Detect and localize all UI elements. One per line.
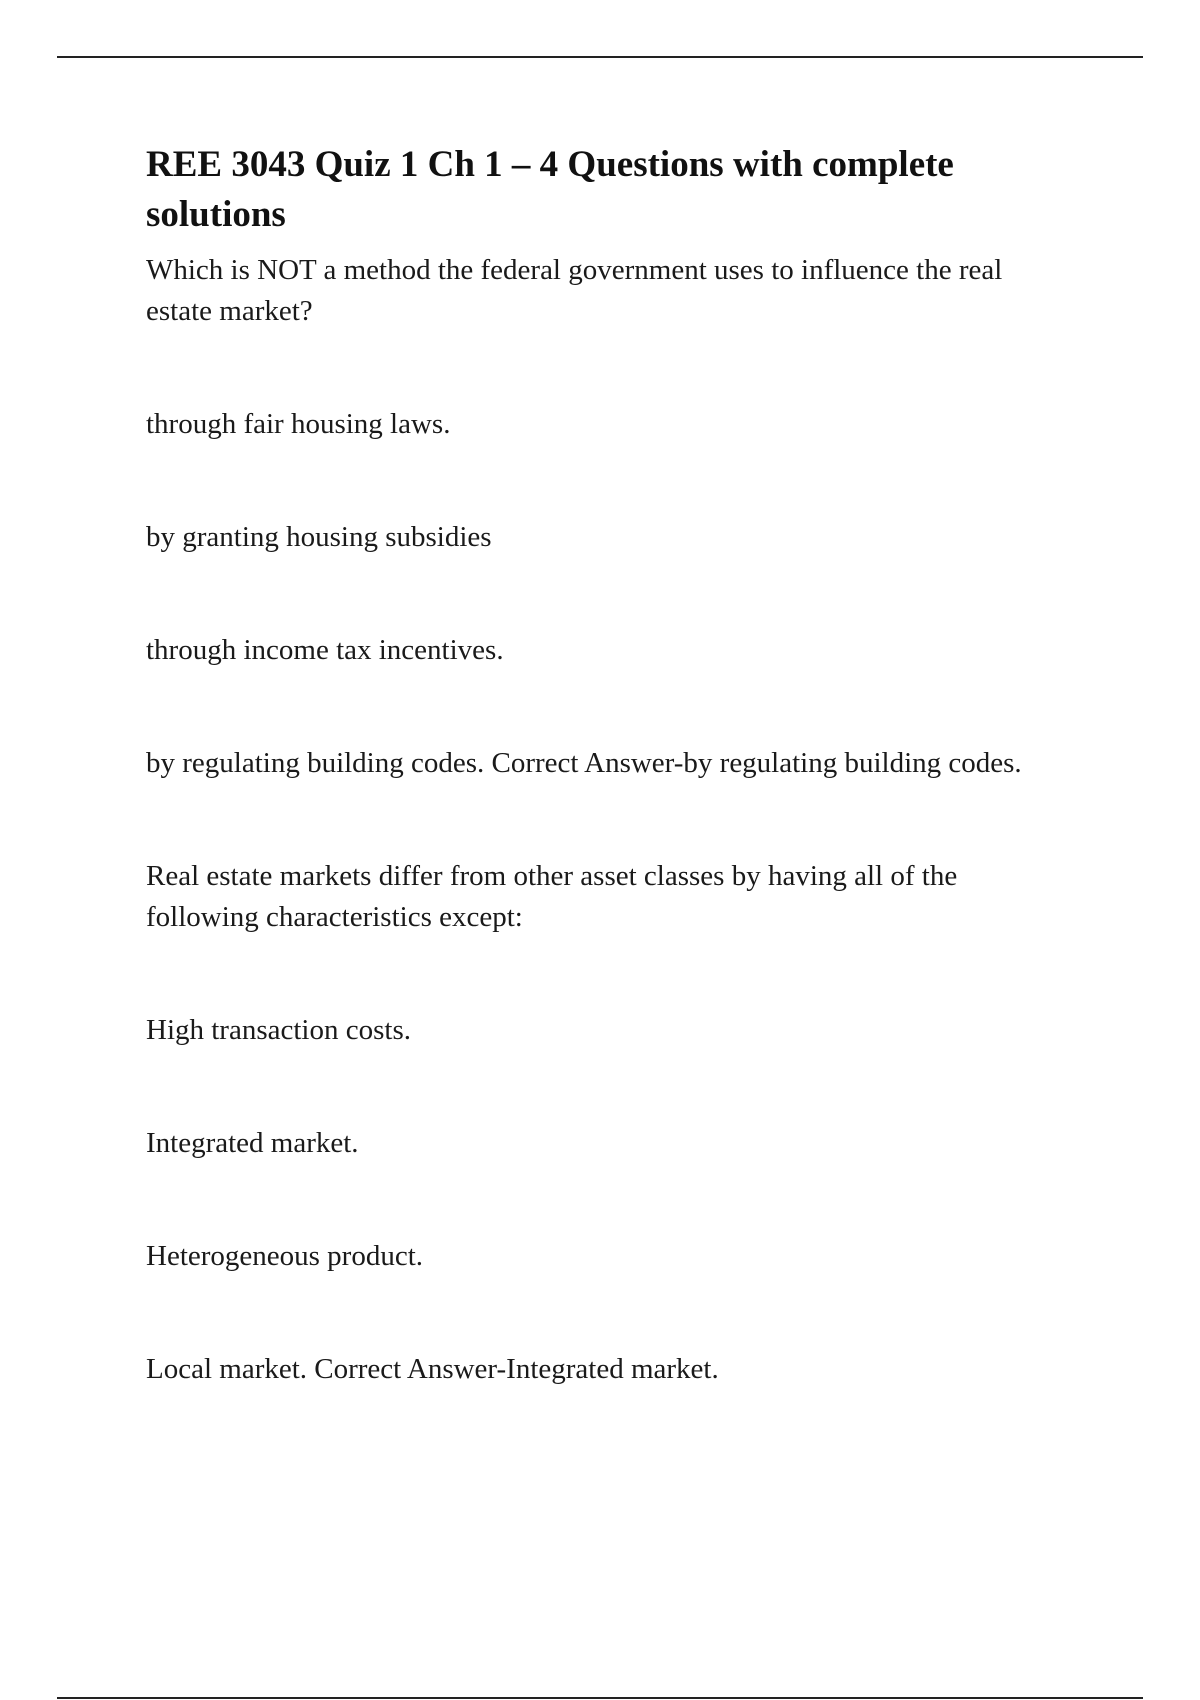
top-divider <box>57 56 1143 58</box>
document-body <box>146 140 1066 1390</box>
option-building-codes-answer: by regulating building codes. Correct Answer-by regulating building codes. <box>146 747 1022 779</box>
question-2: Real estate markets differ from other asset classes by having all of the following characteristics except: <box>146 860 958 933</box>
option-local-market-answer: Local market. Correct Answer-Integrated market. <box>146 1353 719 1385</box>
page-title: REE 3043 Quiz 1 Ch 1 – 4 Questions with complete solutions <box>146 144 954 235</box>
question-1: Which is NOT a method the federal government uses to influence the real estate market? <box>146 254 1003 327</box>
option-high-transaction-costs: High transaction costs. <box>146 1014 411 1046</box>
option-income-tax: through income tax incentives. <box>146 634 504 666</box>
bottom-divider <box>57 1697 1143 1699</box>
option-fair-housing: through fair housing laws. <box>146 408 451 440</box>
option-heterogeneous-product: Heterogeneous product. <box>146 1240 424 1272</box>
option-housing-subsidies: by granting housing subsidies <box>146 521 492 553</box>
option-integrated-market: Integrated market. <box>146 1127 359 1159</box>
